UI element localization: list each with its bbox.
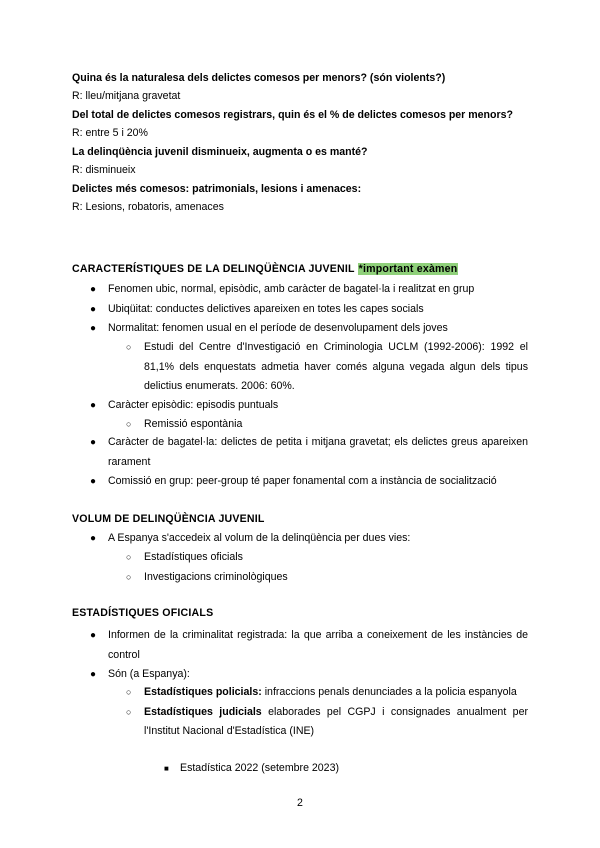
answer-2: R: entre 5 i 20% [72, 127, 148, 139]
list-item: ○ Estudi del Centre d'Investigació en Criminologia UCLM (1992-2006): 1992 el 81,1% dels enquestats admetia haver comés alguna vegada algun dels tipus delictius enumerats. 2006: 60%. [126, 341, 528, 392]
list-item: ○ Estadístiques oficials [126, 551, 243, 563]
list-item: ● Són (a Espanya): [90, 668, 190, 680]
list-item: ● Ubiqüitat: conductes delictives apareixen en totes les capes socials [90, 302, 424, 315]
list-item: ○ Estadístiques judicials elaborades pel CGPJ i consignades anualment per l'Institut Nacional d'Estadística (INE) [126, 705, 528, 737]
important-highlight: *important exàmen [358, 263, 458, 275]
question-1: Quina és la naturalesa dels delictes comesos per menors? (són violents?) [72, 72, 446, 84]
answer-4: R: Lesions, robatoris, amenaces [72, 201, 224, 213]
list-item: ● Normalitat: fenomen usual en el període de desenvolupament dels joves [90, 322, 448, 334]
list-item: ○ Remissió espontània [126, 418, 243, 430]
characteristics-list [90, 280, 528, 339]
episodic-sublist [126, 415, 528, 435]
list-item: ● Comissió en grup: peer-group té paper fonamental com a instància de socialització [90, 475, 497, 487]
list-item: ● Caràcter episòdic: episodis puntuals [90, 399, 279, 411]
volum-sublist [126, 548, 528, 587]
judicials-sublist [164, 759, 528, 779]
section-heading-estadistiques: ESTADÍSTIQUES OFICIALS [72, 607, 214, 619]
list-item: ● Fenomen ubic, normal, episòdic, amb caràcter de bagatel·la i realitzat en grup [90, 283, 475, 295]
list-item: ■ Estadística 2022 (setembre 2023) [164, 762, 339, 774]
estadistiques-list [90, 626, 528, 685]
characteristics-list-cont [90, 396, 528, 416]
list-item: ● Informen de la criminalitat registrada: la que arriba a coneixement de les instàncies de control [90, 629, 528, 661]
heading-text: CARACTERÍSTIQUES DE LA DELINQÜÈNCIA JUVENIL [72, 263, 355, 275]
list-item: ○ Estadístiques policials: infraccions penals denunciades a la policia espanyola [126, 686, 517, 698]
list-item: ● Caràcter de bagatel·la: delictes de petita i mitjana gravetat; els delictes greus apareixen rarament [90, 436, 528, 468]
question-3: La delinqüència juvenil disminueix, augmenta o es manté? [72, 146, 368, 158]
normalitat-sublist [126, 338, 528, 397]
section-heading-volum: VOLUM DE DELINQÜÈNCIA JUVENIL [72, 513, 265, 525]
answer-1: R: lleu/mitjana gravetat [72, 90, 181, 102]
volum-list [90, 529, 528, 549]
estadistiques-sublist [126, 683, 528, 742]
question-4: Delictes més comesos: patrimonials, lesions i amenaces: [72, 183, 362, 195]
answer-3: R: disminueix [72, 164, 136, 176]
list-item: ● A Espanya s'accedeix al volum de la delinqüència per dues vies: [90, 532, 411, 544]
list-item: ○ Investigacions criminològiques [126, 570, 288, 583]
qa-block [72, 69, 528, 217]
page-number: 2 [297, 797, 303, 809]
section-heading-caracteristiques [72, 263, 458, 275]
characteristics-list-end [90, 433, 528, 492]
question-2: Del total de delictes comesos registrars, quin és el % de delictes comesos per menors? [72, 109, 513, 121]
